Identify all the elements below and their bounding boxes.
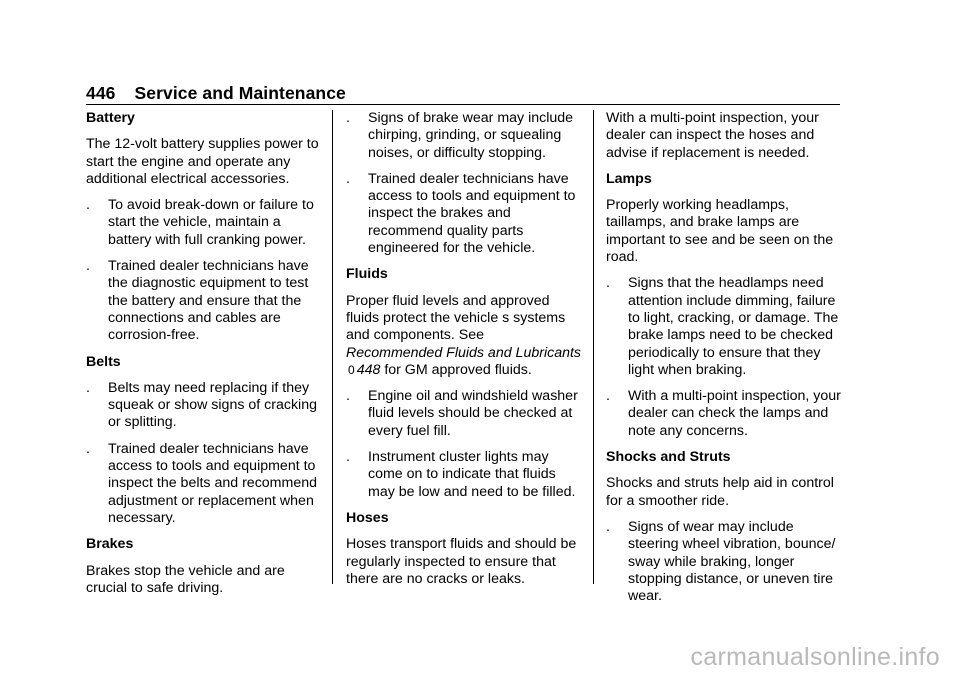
bullet-marker: .	[606, 518, 610, 535]
list-item-text: Trained dealer technicians have the diagnostic equipment to test the battery and ensure that the connections and cables are corrosion-free.	[108, 258, 309, 344]
list-item	[606, 519, 842, 605]
page-header	[86, 82, 346, 104]
bullet-marker: .	[346, 449, 350, 466]
column-3	[606, 110, 842, 614]
brakes-paragraph: Brakes stop the vehicle and are crucial to safe driving.	[86, 562, 285, 596]
column-1	[86, 110, 324, 606]
fluids-heading: Fluids	[346, 266, 388, 283]
header-rule	[86, 104, 840, 105]
fluids-paragraph	[346, 293, 582, 379]
bullet-marker: .	[606, 388, 610, 405]
list-item	[346, 110, 582, 162]
page-number: 446	[86, 83, 116, 103]
battery-paragraph: The 12-volt battery supplies power to start the engine and operate any additional electrical accessories.	[86, 136, 319, 187]
shocks-paragraph: Shocks and struts help aid in control for a smoother ride.	[606, 475, 834, 509]
battery-heading: Battery	[86, 110, 135, 126]
hoses-heading: Hoses	[346, 509, 389, 526]
bullet-marker: .	[86, 197, 90, 214]
list-item	[86, 197, 324, 249]
list-item-text: To avoid break-down or failure to start the vehicle, maintain a battery with full cranking power.	[108, 197, 314, 248]
hoses-continued-paragraph: With a multi-point inspection, your dealer can inspect the hoses and advise if replacement is needed.	[606, 110, 819, 161]
bullet-marker: .	[86, 258, 90, 275]
list-item	[346, 171, 582, 257]
fluids-link[interactable]: Recommended Fluids and Lubricants	[346, 344, 582, 361]
bullet-marker: .	[346, 388, 350, 405]
page-reference-arrow-icon: 0	[348, 362, 355, 377]
list-item-text: Trained dealer technicians have access to tools and equipment to inspect the brakes and recommend quality parts engineered for the vehicle.	[368, 170, 576, 257]
list-item-text: Signs of brake wear may include chirping, grinding, or squealing noises, or difficulty stopping.	[368, 110, 574, 161]
bullet-marker: .	[606, 275, 610, 292]
belts-heading: Belts	[86, 353, 121, 370]
list-item	[86, 441, 324, 527]
column-2	[346, 110, 582, 597]
list-item-text: Trained dealer technicians have access to tools and equipment to inspect the belts and recommend adjustment or replacement when necessary.	[108, 440, 317, 526]
list-item	[86, 380, 324, 432]
list-item-text: Instrument cluster lights may come on to indicate that fluids may be low and need to be filled.	[368, 449, 576, 500]
bullet-marker: .	[346, 170, 350, 187]
list-item	[606, 388, 842, 440]
shocks-heading: Shocks and Struts	[606, 449, 731, 466]
bullet-marker: .	[86, 440, 90, 457]
lamps-paragraph: Properly working headlamps, taillamps, and brake lamps are important to see and be seen on the road.	[606, 197, 834, 266]
bullet-marker: .	[86, 379, 90, 396]
column-divider-2	[593, 110, 594, 584]
list-item	[346, 388, 582, 440]
lamps-heading: Lamps	[606, 170, 652, 187]
list-item-text: Belts may need replacing if they squeak or show signs of cracking or splitting.	[108, 379, 317, 431]
list-item-text: Engine oil and windshield washer fluid levels should be checked at every fuel fill.	[368, 388, 578, 439]
fluids-text-start: Proper fluid levels and approved fluids protect the vehicle s systems and components. See	[346, 292, 566, 344]
brakes-heading: Brakes	[86, 536, 134, 553]
section-title: Service and Maintenance	[134, 83, 346, 103]
list-item	[86, 258, 324, 344]
hoses-paragraph: Hoses transport fluids and should be regularly inspected to ensure that there are no cracks or leaks.	[346, 536, 577, 587]
fluids-text-end: for GM approved fluids.	[384, 361, 532, 378]
watermark: carmanualsonline.info	[690, 643, 940, 671]
column-divider-1	[332, 110, 333, 584]
list-item	[346, 449, 582, 501]
fluids-ref-page[interactable]: 448	[356, 361, 381, 378]
list-item	[606, 275, 842, 379]
list-item-text: Signs of wear may include steering wheel vibration, bounce/ sway while braking, longer stopping distance, or uneven tire wear.	[628, 518, 836, 605]
list-item-text: Signs that the headlamps need attention include dimming, failure to light, cracking, or damage. The brake lamps need to be checked periodically to ensure that they light when braking.	[628, 275, 839, 378]
bullet-marker: .	[346, 110, 350, 126]
list-item-text: With a multi-point inspection, your dealer can check the lamps and note any concerns.	[628, 388, 841, 439]
